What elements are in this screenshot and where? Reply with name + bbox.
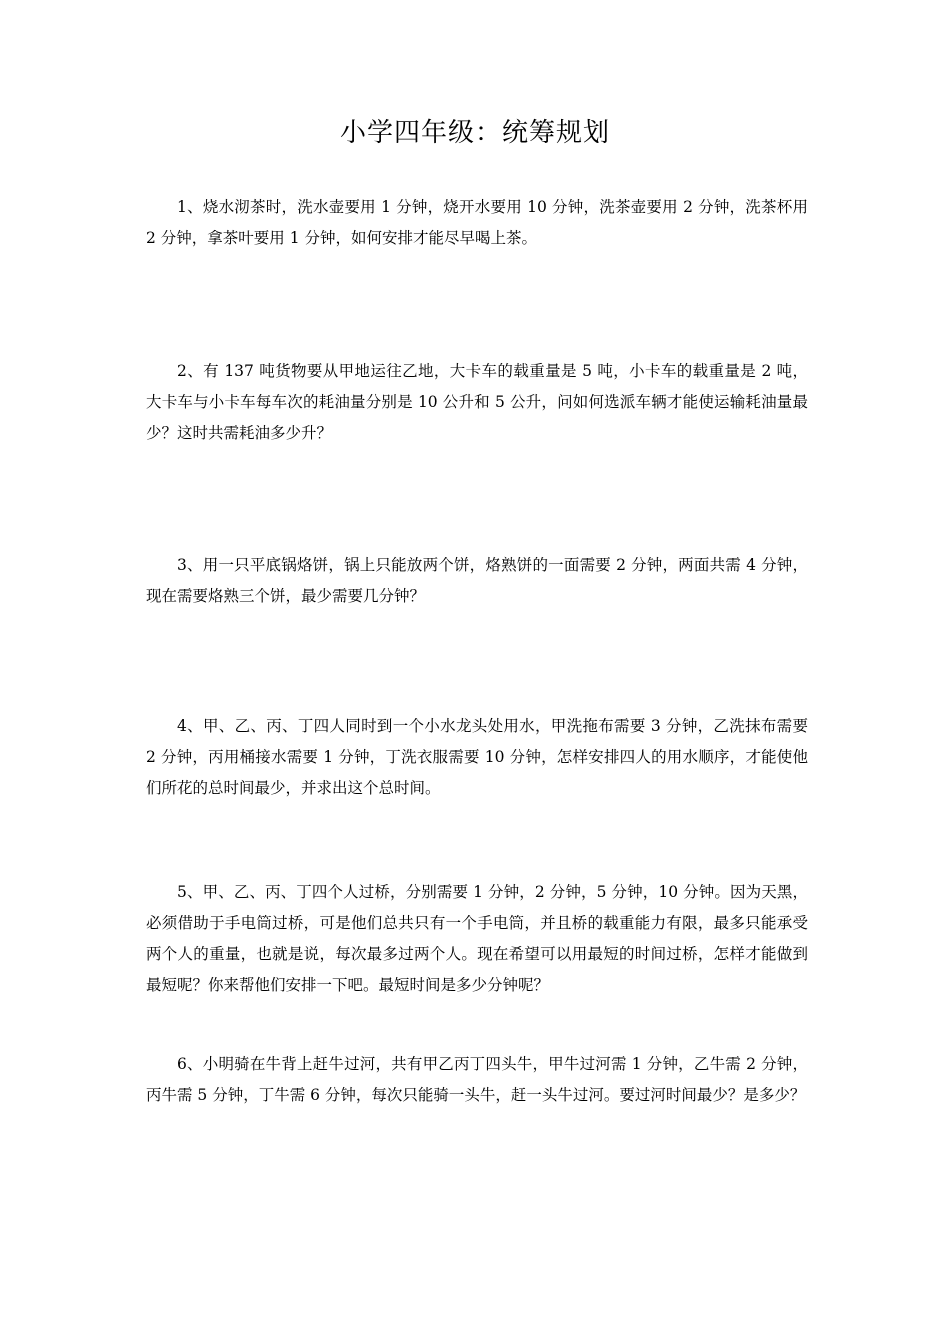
page-title: 小学四年级：统筹规划 xyxy=(339,118,610,148)
problem-1: 1、烧水沏茶时，洗水壶要用 1 分钟，烧开水要用 10 分钟，洗茶壶要用 2 分钟，洗茶杯用 2 分钟，拿茶叶要用 1 分钟，如何安排才能尽早喝上茶。 xyxy=(146,198,808,247)
problem-4: 4、甲、乙、丙、丁四人同时到一个小水龙头处用水，甲洗拖布需要 3 分钟，乙洗抹布需要 2 分钟，丙用桶接水需要 1 分钟，丁洗衣服需要 10 分钟，怎样安排四人的用水顺序，才能使他们所花的总时间最少，并求出这个总时间。 xyxy=(146,717,808,797)
problem-2: 2、有 137 吨货物要从甲地运往乙地，大卡车的载重量是 5 吨，小卡车的载重量是 2 吨，大卡车与小卡车每车次的耗油量分别是 10 公升和 5 公升，问如何选派车辆才能使运输耗油量最少？这时共需耗油多少升？ xyxy=(146,362,808,442)
problem-3: 3、用一只平底锅烙饼，锅上只能放两个饼，烙熟饼的一面需要 2 分钟，两面共需 4 分钟，现在需要烙熟三个饼，最少需要几分钟？ xyxy=(146,556,808,605)
problem-6: 6、小明骑在牛背上赶牛过河，共有甲乙丙丁四头牛，甲牛过河需 1 分钟，乙牛需 2 分钟，丙牛需 5 分钟，丁牛需 6 分钟，每次只能骑一头牛，赶一头牛过河。要过河时间最少？是多少？ xyxy=(146,1055,808,1104)
problem-5: 5、甲、乙、丙、丁四个人过桥，分别需要 1 分钟，2 分钟，5 分钟，10 分钟。因为天黑，必须借助于手电筒过桥，可是他们总共只有一个手电筒，并且桥的载重能力有限，最多只能承受两个人的重量，也就是说，每次最多过两个人。现在希望可以用最短的时间过桥，怎样才能做到最短呢？你来帮他们安排一下吧。最短时间是多少分钟呢？ xyxy=(146,883,808,994)
